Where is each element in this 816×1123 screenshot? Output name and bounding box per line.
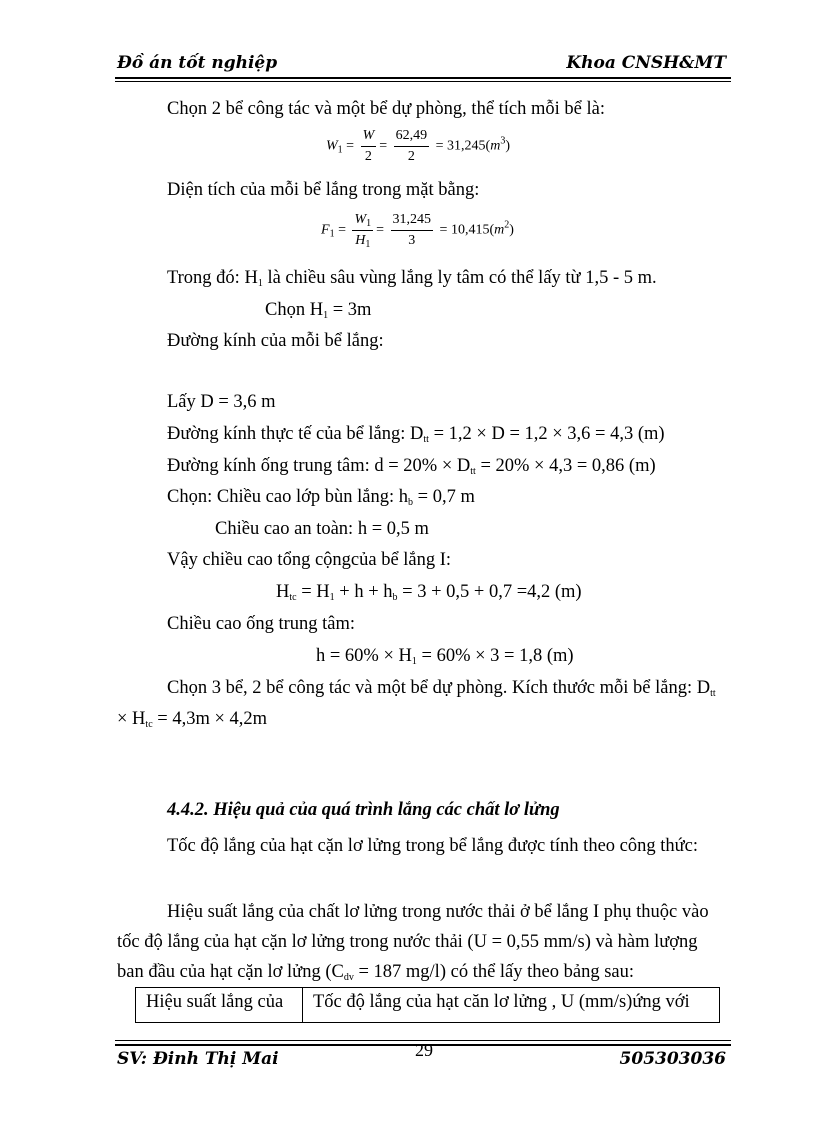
paragraph-line: Đường kính ống trung tâm: $d = 20\% \times D_{tt} = 20\% \times 4,3 = 0,86$ (m) — [167, 456, 656, 477]
paragraph-line: Chọn 3 bể, 2 bể công tác và một bể dự phòng. Kích thước mỗi bể lắng: $D_{tt}$ — [167, 678, 716, 699]
paragraph-line: Hiệu suất lắng của chất lơ lửng trong nước thải ở bể lắng I phụ thuộc vào — [167, 902, 709, 922]
paragraph-line: Vậy chiều cao tổng cộngcủa bể lắng I: — [167, 550, 452, 570]
paragraph-line: tốc độ lắng của hạt cặn lơ lửng trong nước thải (U = 0,55 mm/s) và hàm lượng — [117, 932, 698, 952]
section-heading: 4.4.2. Hiệu quả của quá trình lắng các chất lơ lửng — [167, 800, 560, 820]
paragraph-line: Chọn: Chiều cao lớp bùn lắng: $h_b = 0,7$ m — [167, 487, 475, 508]
header-rule — [115, 77, 731, 79]
footer-author: SV: Đinh Thị Mai — [117, 1049, 279, 1069]
equation-area: $F_1$ = $\frac{W_1}{H_1}$ = $\frac{31,245}{3}$ = $10,415(m^2)$ — [321, 212, 514, 250]
table-header-cell: Hiệu suất lắng của — [136, 988, 303, 1023]
paragraph-line: × $H_{tc} = 4,3m \times 4,2m$ — [117, 709, 268, 730]
equation-volume: $W_1$ = $\frac{W}{2}$ = $\frac{62,49}{2}$ = $31,245(m^3)$ — [326, 128, 511, 164]
paragraph-line: Tốc độ lắng của hạt cặn lơ lửng trong bể lắng được tính theo công thức: — [167, 836, 699, 856]
header-right: Khoa CNSH&MT — [566, 53, 726, 73]
paragraph-line: Chiều cao ống trung tâm: — [167, 614, 356, 634]
paragraph-line: Chọn $H_1 = 3m$ — [265, 300, 372, 321]
paragraph-line: Lấy D = 3,6 m — [167, 392, 276, 412]
paragraph-line: Đường kính thực tế của bể lắng: $D_{tt} = 1,2 \times D = 1,2 \times 3,6 = 4,3$ (m) — [167, 424, 665, 445]
paragraph-line: Chọn 2 bể công tác và một bể dự phòng, thể tích mỗi bể là: — [167, 99, 606, 119]
header-left: Đồ án tốt nghiệp — [117, 53, 278, 73]
paragraph-line: Diện tích của mỗi bể lắng trong mặt bằng: — [167, 180, 480, 200]
footer-student-id: 505303036 — [619, 1049, 726, 1069]
efficiency-table — [135, 987, 720, 1023]
table-row — [136, 988, 720, 1023]
paragraph-line: Chiều cao an toàn: h = 0,5 m — [215, 519, 429, 539]
equation-total-height: $H_{tc} = H_1 + h + h_b = 3 + 0,5 + 0,7 =4,2$ (m) — [276, 582, 582, 603]
paragraph-line: ban đầu của hạt cặn lơ lửng ($C_{dv} = 187$ mg/l) có thể lấy theo bảng sau: — [117, 962, 635, 983]
table-header-cell: Tốc độ lắng của hạt căn lơ lửng , U (mm/s)ứng với — [303, 988, 720, 1023]
equation-pipe-height: $h = 60\% \times H_1 = 60\% \times 3 = 1,8$ (m) — [316, 646, 574, 667]
header-rule-thin — [115, 81, 731, 82]
paragraph-line: Trong đó: $H_1$ là chiều sâu vùng lắng ly tâm có thể lấy từ 1,5 - 5 m. — [167, 268, 657, 289]
paragraph-line: Đường kính của mỗi bể lắng: — [167, 331, 384, 351]
page-number: 29 — [415, 1040, 433, 1060]
